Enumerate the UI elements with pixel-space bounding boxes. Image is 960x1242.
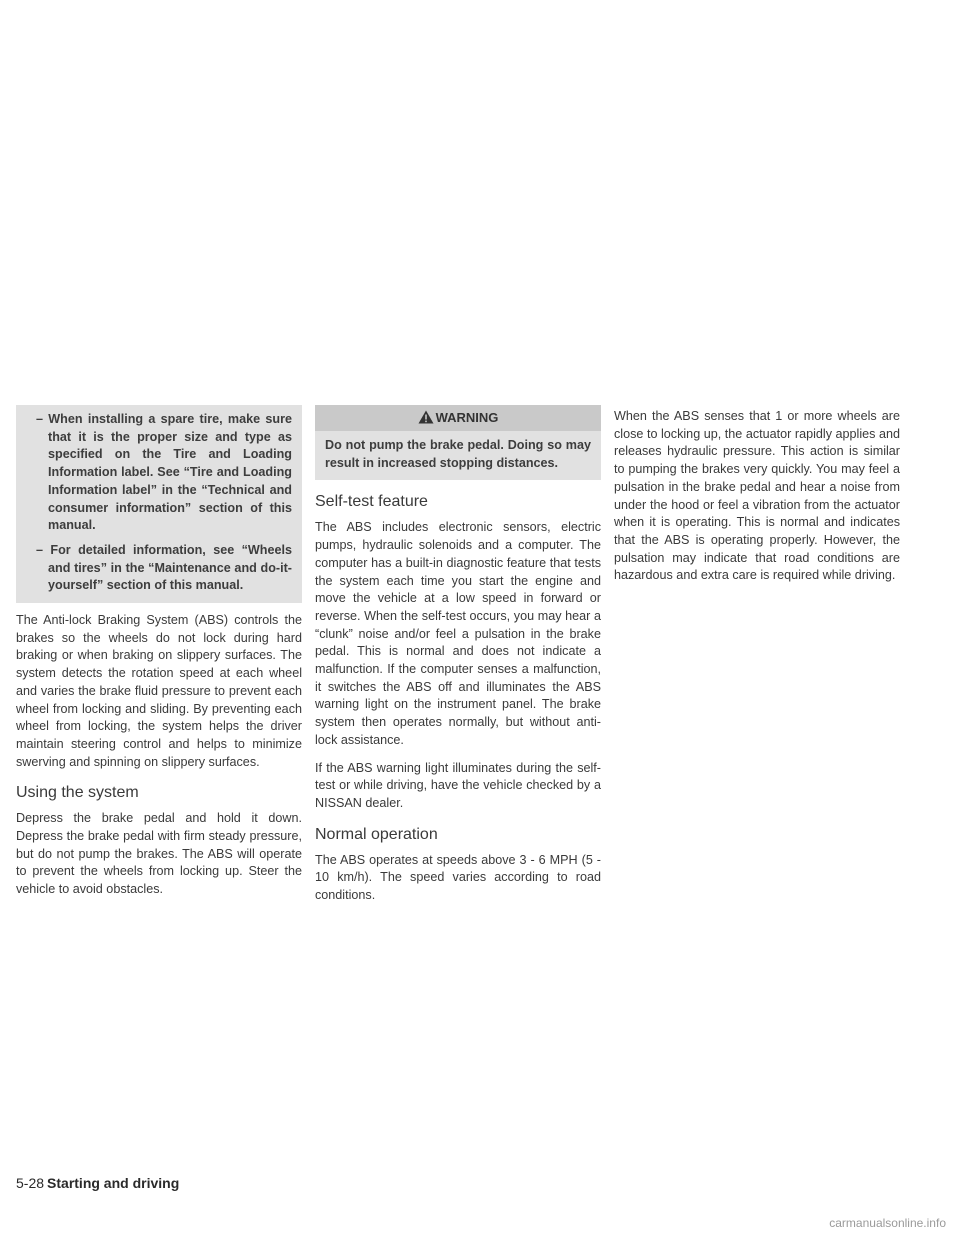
- self-test-paragraph-1: The ABS includes electronic sensors, electric pumps, hydraulic solenoids and a computer. The computer has a built-in diagnostic feature that tests the system each time you start the engine and move the vehicle at a low speed in forward or reverse. When the self-test occurs, you may hear a “clunk” noise and/or feel a pulsation in the brake pedal. This is normal and does not indicate a malfunction. If the computer senses a malfunction, it switches the ABS off and illuminates the ABS warning light on the instrument panel. The brake system then operates normally, but without anti-lock assistance.: [315, 520, 601, 747]
- warning-title: WARNING: [435, 410, 499, 425]
- watermark: carmanualsonline.info: [829, 1216, 946, 1230]
- section-title: Starting and driving: [47, 1175, 180, 1191]
- abs-intro-paragraph: The Anti-lock Braking System (ABS) controls the brakes so the wheels do not lock during hard braking or when braking on slippery surfaces. The system detects the rotation speed at each wheel and varies the brake fluid pressure to prevent each wheel from locking and sliding. By preventing each wheel from locking, the system helps the driver maintain steering control and helps to minimize swerving and spinning on slippery surfaces.: [16, 613, 302, 769]
- left-column: [16, 405, 302, 909]
- warning-text: Do not pump the brake pedal. Doing so may result in increased stopping distances.: [315, 431, 601, 480]
- warning-header: [315, 405, 601, 431]
- tire-note-box: [16, 405, 302, 603]
- using-system-heading: Using the system: [16, 784, 139, 802]
- normal-operation-heading: Normal operation: [315, 825, 438, 843]
- self-test-paragraph-2: If the ABS warning light illuminates during the self-test or while driving, have the vehicle checked by a NISSAN dealer.: [315, 760, 601, 810]
- middle-column: [315, 405, 601, 915]
- page-number: 5-28: [16, 1175, 45, 1191]
- right-column: [614, 408, 900, 595]
- actuator-paragraph: When the ABS senses that 1 or more wheels are close to locking up, the actuator rapidly applies and releases hydraulic pressure. This action is similar to pumping the brakes very quickly. You may feel a pulsation in the brake pedal and hear a noise from under the hood or feel a vibration from the actuator when it is operating. This is normal and indicates that the ABS is operating properly. However, the pulsation may indicate that road conditions are hazardous and extra care is required while driving.: [614, 409, 900, 583]
- spare-tire-note: – When installing a spare tire, make sure that it is the proper size and type as specified on the Tire and Loading Information label. See “Tire and Loading Information label” in the “Technical and consumer information” section of this manual.: [36, 412, 292, 533]
- wheels-tires-note: – For detailed information, see “Wheels and tires” in the “Maintenance and do-it-yourself” section of this manual.: [36, 542, 292, 593]
- normal-operation-paragraph: The ABS operates at speeds above 3 - 6 MPH (5 - 10 km/h). The speed varies according to road conditions.: [315, 852, 601, 903]
- self-test-heading: Self-test feature: [315, 493, 428, 511]
- using-system-paragraph: Depress the brake pedal and hold it down. Depress the brake pedal with firm steady pressure, but do not pump the brakes. The ABS will operate to prevent the wheels from locking up. Steer the vehicle to avoid obstacles.: [16, 811, 302, 897]
- warning-triangle-icon: [418, 410, 434, 424]
- page-footer: [16, 1175, 179, 1191]
